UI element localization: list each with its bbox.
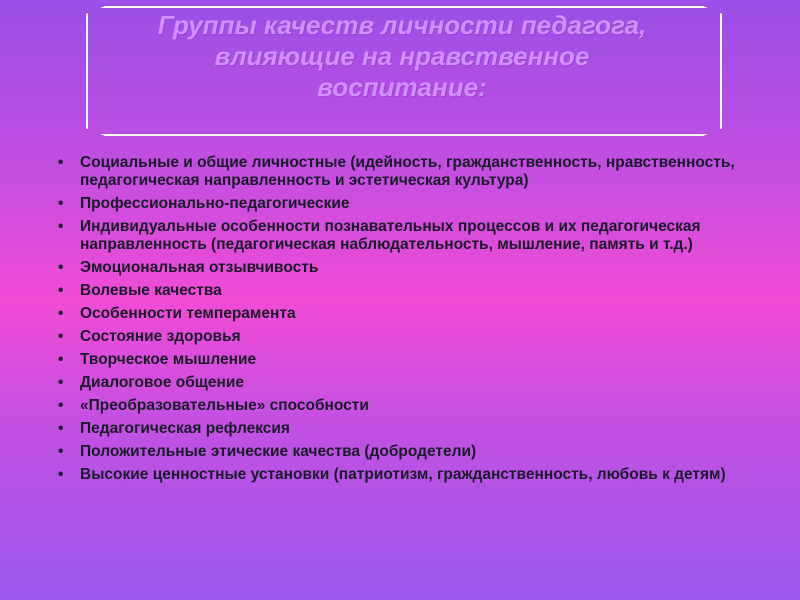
- list-item: [50, 328, 760, 346]
- list-item: [50, 305, 760, 323]
- list-item-text: Состояние здоровья: [80, 328, 241, 345]
- list-item-text: Индивидуальные особенности познавательных процессов и их педагогическая направленность (педагогическая наблюдательность, мышление, память и т.д.): [80, 218, 701, 253]
- title-line: влияющие на нравственное: [214, 41, 590, 71]
- list-item-text: «Преобразовательные» способности: [80, 397, 369, 414]
- bullet-icon: •: [58, 328, 64, 345]
- bullet-icon: •: [58, 259, 64, 276]
- list-item: [50, 154, 760, 190]
- list-item-text: Педагогическая рефлексия: [80, 420, 290, 437]
- list-item-text: Высокие ценностные установки (патриотизм, гражданственность, любовь к детям): [80, 466, 726, 483]
- list-item: [50, 195, 760, 213]
- list-item-text: Особенности темперамента: [80, 305, 296, 322]
- list-item: [50, 374, 760, 392]
- list-item-text: Эмоциональная отзывчивость: [80, 259, 319, 276]
- list-item: [50, 397, 760, 415]
- list-item-text: Диалоговое общение: [80, 374, 244, 391]
- title-line: Группы качеств личности педагога,: [157, 10, 647, 40]
- bullet-list-container: [50, 154, 760, 489]
- bullet-icon: •: [58, 195, 64, 212]
- list-item: [50, 282, 760, 300]
- bullet-list: [50, 154, 760, 484]
- list-item-text: Положительные этические качества (добродетели): [80, 443, 477, 460]
- title-line: воспитание:: [317, 72, 487, 102]
- list-item: [50, 466, 760, 484]
- bullet-icon: •: [58, 282, 64, 299]
- list-item-text: Творческое мышление: [80, 351, 257, 368]
- bullet-icon: •: [58, 443, 64, 460]
- bullet-icon: •: [58, 420, 64, 437]
- bullet-icon: •: [58, 397, 64, 414]
- list-item-text: Социальные и общие личностные (идейность, гражданственность, нравственность, педагогическая направленность и эстетическая культура): [80, 154, 735, 189]
- list-item-text: Волевые качества: [80, 282, 222, 299]
- slide-title: [96, 10, 708, 103]
- list-item-text: Профессионально-педагогические: [80, 195, 350, 212]
- bullet-icon: •: [58, 351, 64, 368]
- list-item: [50, 351, 760, 369]
- bullet-icon: •: [58, 466, 64, 483]
- bullet-icon: •: [58, 305, 64, 322]
- list-item: [50, 259, 760, 277]
- bullet-icon: •: [58, 374, 64, 391]
- list-item: [50, 443, 760, 461]
- list-item: [50, 420, 760, 438]
- bullet-icon: •: [58, 154, 64, 171]
- bullet-icon: •: [58, 218, 64, 235]
- list-item: [50, 218, 760, 254]
